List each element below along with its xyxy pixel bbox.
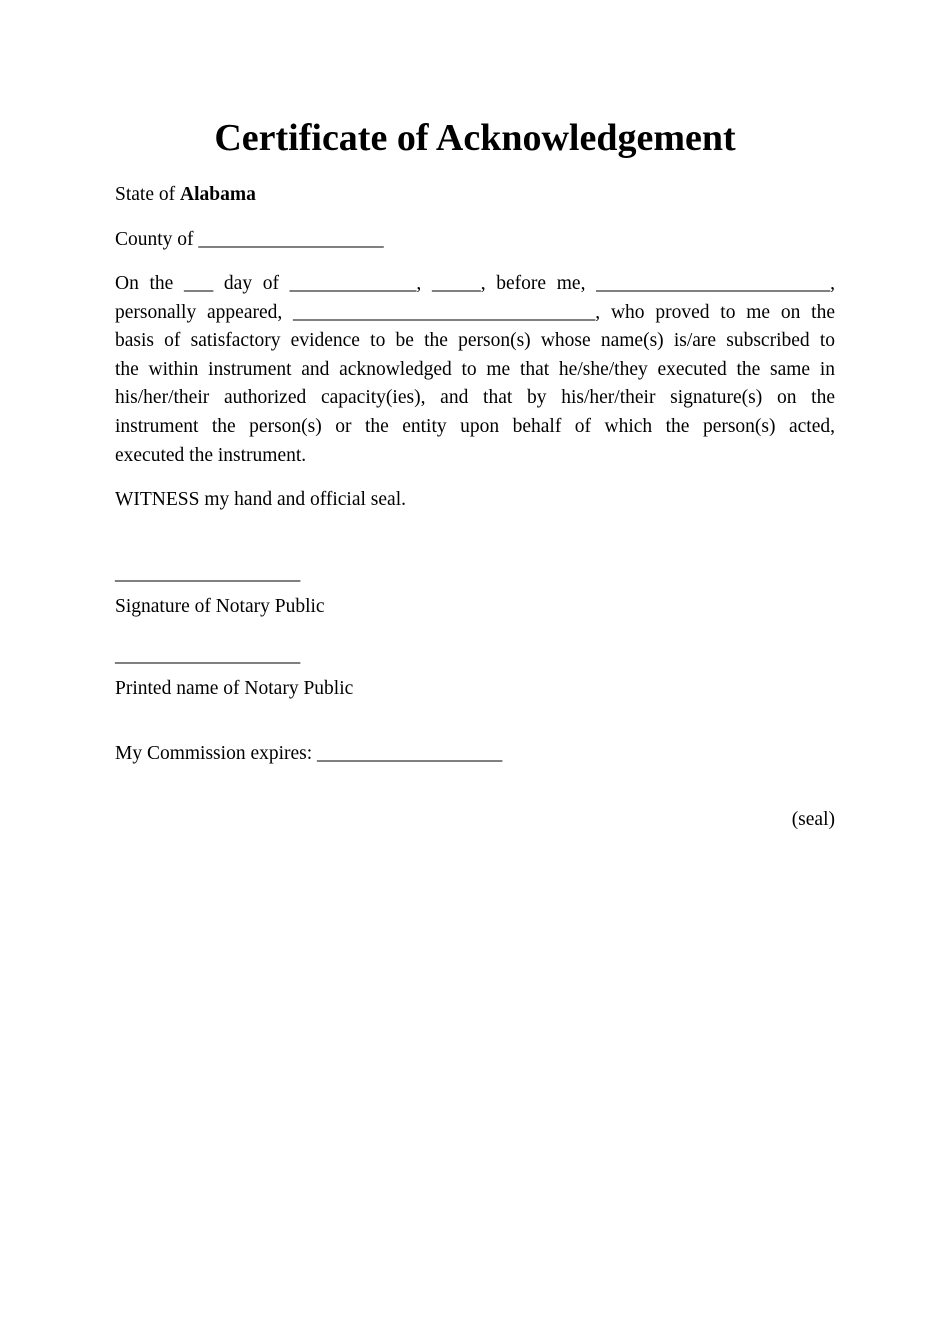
- seal-label: (seal): [791, 809, 835, 830]
- state-label: State of: [115, 184, 176, 205]
- county-line: County of ___________________: [115, 229, 384, 250]
- printed-name-blank: ___________________: [115, 645, 301, 666]
- signature-label: Signature of Notary Public: [115, 596, 325, 617]
- state-value: Alabama: [179, 184, 256, 205]
- witness-line: WITNESS my hand and official seal.: [115, 489, 406, 510]
- printed-name-label: Printed name of Notary Public: [115, 678, 354, 699]
- commission-line: My Commission expires: ___________________: [115, 743, 503, 764]
- paragraph-line: the within instrument and acknowledged to me that he/she/they executed the same in: [115, 358, 835, 380]
- paragraph-line: personally appeared, _______________________________, who proved to me on the: [115, 301, 835, 323]
- paragraph-line: his/her/their authorized capacity(ies), and that by his/her/their signature(s) on the: [115, 387, 835, 409]
- paragraph-line: executed the instrument.: [115, 444, 307, 466]
- signature-blank: ___________________: [115, 563, 301, 584]
- state-line: [115, 181, 835, 210]
- acknowledgement-paragraph: [115, 270, 835, 470]
- document-title: Certificate of Acknowledgement: [214, 117, 736, 159]
- paragraph-line: On the ___ day of _____________, _____, before me, ________________________,: [115, 273, 835, 294]
- paragraph-line: instrument the person(s) or the entity upon behalf of which the person(s) acted,: [115, 415, 835, 437]
- paragraph-line: basis of satisfactory evidence to be the person(s) whose name(s) is/are subscribed to: [115, 330, 835, 352]
